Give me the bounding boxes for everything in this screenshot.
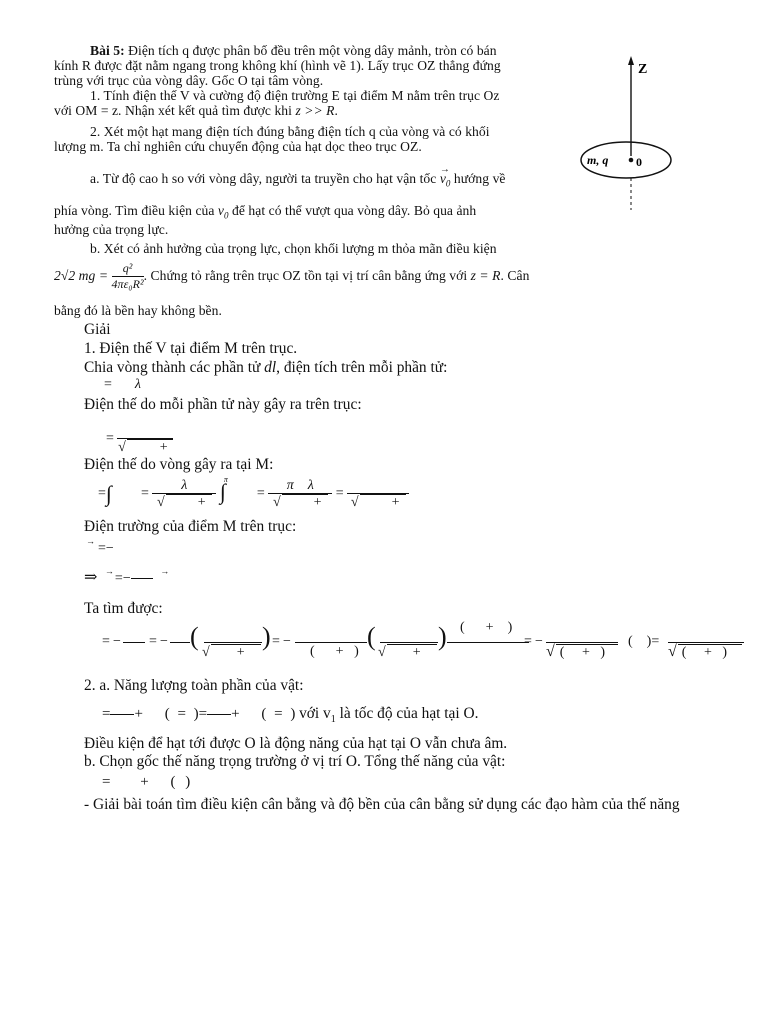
math-left-paren: ( [170, 774, 176, 790]
question1-line2 [54, 103, 338, 118]
math-right-paren: ) [438, 622, 447, 651]
math-v-sub: 0 [224, 210, 229, 221]
problem-title: Bài 5: [90, 43, 125, 58]
math-integral: ∫ [219, 479, 226, 504]
math-vector-arrow: → [104, 566, 114, 576]
math-lambda: λ [307, 478, 314, 493]
math-plus: + [485, 620, 494, 635]
math-right-paren: ) [290, 706, 296, 722]
solution-step2 [84, 359, 447, 377]
question2a-line1 [90, 164, 506, 192]
math-equals: = [524, 634, 532, 649]
formula-potential-ring [98, 475, 409, 510]
math-equals: = [256, 486, 265, 502]
math-minus: − [113, 634, 121, 649]
z-axis-label: Z [638, 62, 648, 77]
math-left-paren: ( [681, 645, 687, 660]
math-equals: = [149, 634, 157, 649]
math-equals: = [274, 706, 283, 722]
solution-step11: - Giải bài toán tìm điều kiện cân bằng và độ bền của cân bằng sử dụng các đạo hàm của thế năng [84, 796, 680, 813]
solution-step2-text-end: , điện tích trên mỗi phần tử: [276, 359, 448, 376]
math-equals: = [104, 377, 112, 392]
formula-charge-element [104, 377, 141, 393]
question2b-line3: bằng đó là bền hay không bền. [54, 303, 222, 318]
math-right-paren: ) [646, 634, 652, 649]
math-plus: + [581, 645, 590, 660]
math-equals: = [98, 486, 106, 502]
solution-step2-text: Chia vòng thành các phần tử [84, 359, 261, 376]
math-plus: + [703, 645, 712, 660]
math-equals: = [140, 486, 149, 502]
question2b-text: . Chứng tỏ rằng trên trục OZ tồn tại vị trí cân bằng ứng với [143, 268, 468, 283]
math-equals: = [272, 634, 280, 649]
math-equals: = [114, 571, 123, 586]
math-plus: + [335, 644, 344, 659]
math-right-paren: ) [193, 706, 199, 722]
math-plus: + [159, 440, 168, 455]
solution-heading: Giải [84, 321, 111, 338]
problem-intro-line1 [90, 43, 497, 58]
math-fraction-numerator: q² [112, 261, 144, 277]
solution-step6: Ta tìm được: [84, 600, 163, 617]
math-equals: = [102, 774, 111, 790]
math-equals: = [102, 706, 111, 722]
solution-step8-text-end: là tốc độ của hạt tại O. [339, 705, 479, 722]
math-vector-arrow: → [160, 566, 170, 576]
question2a-text-end: hướng về [453, 171, 506, 186]
math-condition-fraction [112, 261, 144, 292]
question2b-line1: b. Xét có ảnh hưởng của trọng lực, chọn khối lượng m thỏa mãn điều kiện [90, 241, 497, 256]
solution-step10: b. Chọn gốc thế năng trọng trường ở vị trí O. Tổng thế năng của vật: [84, 753, 506, 770]
solution-step9: Điều kiện để hạt tới được O là động năng của hạt tại O vẫn chưa âm. [84, 735, 508, 752]
math-plus: + [140, 774, 149, 790]
formula-potential-energy [102, 774, 190, 790]
math-lambda: λ [134, 377, 141, 392]
math-v0 [217, 203, 229, 221]
math-right-paren: ) [722, 645, 728, 660]
origin-point [629, 158, 634, 163]
math-lambda: λ [152, 478, 216, 494]
origin-label: 0 [636, 155, 642, 169]
math-left-paren: ( [190, 622, 199, 651]
math-equals: = [651, 634, 660, 649]
math-minus: − [122, 571, 131, 586]
question2a-text: a. Từ độ cao h so với vòng dây, người ta truyền cho hạt vận tốc [90, 171, 437, 186]
math-minus: − [105, 541, 114, 556]
math-left-paren: ( [164, 706, 170, 722]
question2a-cond-text-end: để hạt có thể vượt qua vòng dây. Bỏ qua ảnh [232, 203, 477, 218]
math-left-paren: ( [261, 706, 267, 722]
math-equals: = [106, 431, 114, 447]
formula-field-result: = − = − ( √ + ) = − ( + ) ( √ + ) ( + ) = − √ ( + ) ( )= √ ( + ) [102, 622, 762, 672]
math-minus: − [535, 634, 543, 649]
math-equals: = [177, 706, 186, 722]
solution-step7: 2. a. Năng lượng toàn phần của vật: [84, 677, 304, 694]
math-v-sub: 0 [445, 178, 451, 189]
math-left-paren: ( [367, 622, 376, 651]
math-fraction-denominator: 4πε₀R² [111, 277, 144, 292]
math-equals: = [335, 486, 344, 502]
solution-step4: Điện thế do vòng gây ra tại M: [84, 456, 274, 473]
question2a-line3: hưởng của trọng lực. [54, 222, 169, 237]
math-fraction: $\frac{\lambda}{√ +}$ [152, 478, 216, 510]
formula-potential-element [106, 423, 173, 455]
solution-step5: Điện trường của điểm M trên trục: [84, 518, 297, 535]
math-condition-lhs: 2√2 mg = [54, 268, 109, 283]
math-minus: − [283, 634, 291, 649]
math-fraction: √ + [347, 478, 409, 510]
math-integral-upper-limit: π [223, 475, 228, 484]
ring-charge-label: m, q [587, 153, 609, 167]
formula-field-definition [86, 536, 114, 557]
math-v: v [439, 171, 446, 186]
math-plus: + [313, 495, 322, 510]
math-left-paren: ( [559, 645, 565, 660]
formula-total-energy [102, 705, 478, 729]
problem-intro-text: Điện tích q được phân bố đều trên một vòng dây mảnh, tròn có bán [128, 43, 497, 58]
math-fraction: √ + [117, 423, 173, 455]
math-equals: = [102, 634, 110, 649]
question2-line2: lượng m. Ta chỉ nghiên cứu chuyển động của hạt dọc theo trục OZ. [54, 139, 422, 154]
math-minus: − [160, 634, 168, 649]
ring-figure [578, 54, 688, 214]
solution-step8-text: với v [299, 705, 331, 722]
math-left-paren: ( [460, 620, 465, 635]
math-plus: + [236, 645, 245, 660]
solution-step1: 1. Điện thế V tại điểm M trên trục. [84, 340, 298, 357]
math-fraction: $\frac{\text{π λ}}{√ +}$ [268, 478, 332, 510]
math-equals: = [198, 706, 208, 722]
z-axis-arrowhead [628, 56, 634, 65]
solution-step3: Điện thế do mỗi phần tử này gây ra trên trục: [84, 396, 362, 413]
question2b-line2 [54, 259, 529, 293]
math-right-paren: ) [185, 774, 191, 790]
math-plus: + [231, 706, 240, 722]
math-plus: + [412, 645, 421, 660]
math-v: v [217, 203, 225, 218]
problem-intro-line3: trùng với trục của vòng dây. Gốc O tại tâm vòng. [54, 73, 324, 88]
math-right-paren: ) [600, 645, 606, 660]
question2-line1: 2. Xét một hạt mang điện tích đúng bằng điện tích q của vòng và có khối [90, 124, 490, 139]
math-left-paren: ( [628, 634, 633, 649]
math-dl: dl [264, 359, 277, 376]
math-right-paren: ) [354, 644, 359, 659]
math-right-paren: ) [262, 622, 271, 651]
math-v1-sub: 1 [330, 714, 336, 726]
problem-intro-line2: kính R được đặt nằm ngang trong không khí (hình vẽ 1). Lấy trục OZ thẳng đứng [54, 58, 501, 73]
question1-period: . [334, 103, 338, 118]
math-plus: + [134, 706, 143, 722]
math-pi: π [286, 478, 294, 493]
math-implies: ⇒ [84, 569, 98, 586]
question2a-line2 [54, 203, 476, 224]
question2b-text-end: . Cân [500, 268, 530, 283]
math-plus: + [197, 495, 206, 510]
math-z-much-greater-r: z >> R [295, 103, 335, 118]
question2a-cond-text: phía vòng. Tìm điều kiện của [54, 203, 215, 218]
math-integral: ∫ [105, 481, 112, 506]
question1-line1: 1. Tính điện thế V và cường độ điện trường E tại điểm M nằm trên trục Oz [90, 88, 500, 103]
math-z-equals-r: z = R [470, 268, 501, 283]
math-v0-vector: → $v_0$ [439, 164, 451, 189]
math-left-paren: ( [310, 644, 315, 659]
formula-field-derivative [84, 566, 170, 587]
math-vector-arrow: → [86, 536, 95, 546]
math-equals: = [98, 541, 106, 556]
question1-text: với OM = z. Nhận xét kết quả tìm được khi [54, 103, 292, 118]
math-right-paren: ) [507, 620, 513, 635]
math-plus: + [391, 495, 400, 510]
